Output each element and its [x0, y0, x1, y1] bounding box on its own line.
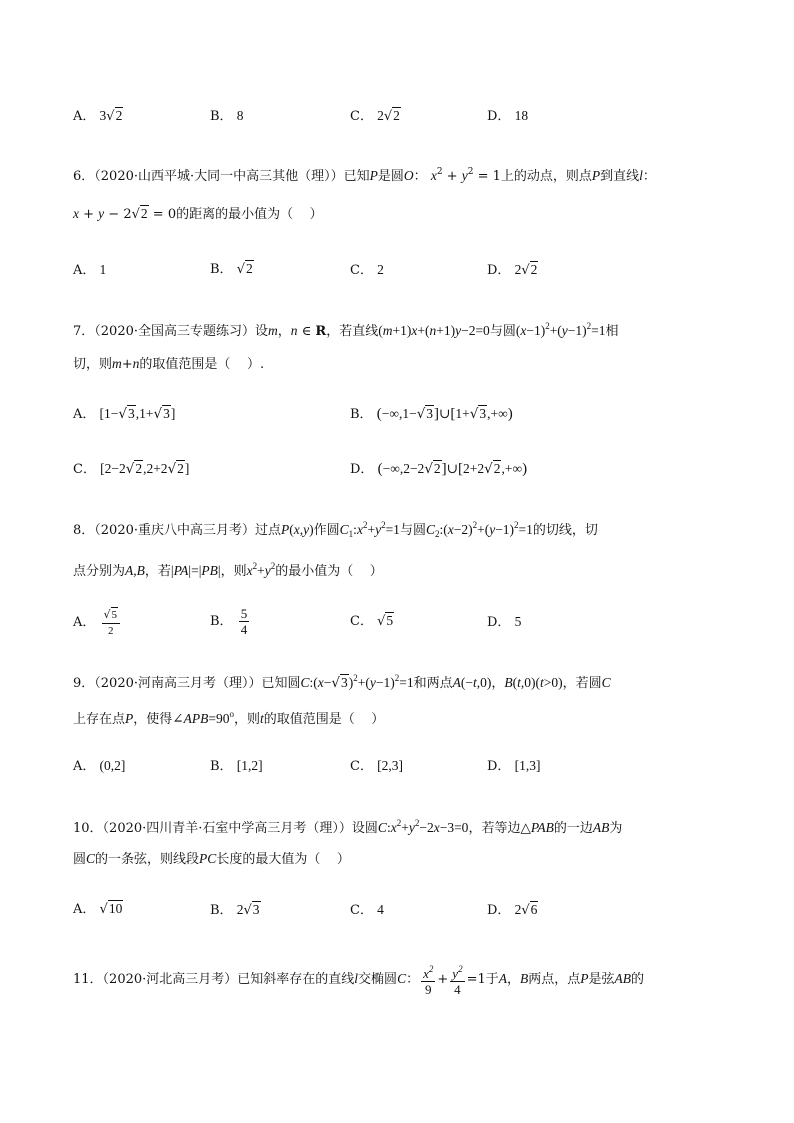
option-value: 4: [377, 902, 384, 917]
option-value: (0,2]: [99, 758, 126, 773]
option-label: D．: [487, 615, 511, 630]
option-label: C．: [350, 614, 373, 629]
question-source: （2020·四川青羊·石室中学高三月考（理））: [102, 821, 352, 836]
option-label: C．: [350, 109, 373, 124]
q9-stem-line2: 上存在点P，使得$\angle APB=90^o$，则t的取值范围是（ ）: [73, 709, 385, 727]
q6-stem-line1: 6．（2020·山西平城·大同一中高三其他（理））已知P是圆O： $x^2 + y^2 = 1$上的动点，则点P到直线l：: [73, 167, 656, 184]
q10-option-c: [350, 900, 384, 921]
option-label: A．: [73, 263, 96, 278]
q7-option-d: D． (−∞,2−2√2]∪[2+2√2,+∞): [350, 461, 528, 477]
option-value: [1,3]: [514, 758, 541, 773]
option-value: 2: [377, 262, 384, 277]
question-source: （2020·河南高三月考（理））: [94, 676, 262, 691]
option-label: D．: [487, 263, 511, 278]
q9-option-a: [73, 756, 125, 777]
option-label: B．: [210, 759, 233, 774]
q10-option-a: A． √10: [73, 901, 123, 917]
q8-option-b: B． $\frac{5}{4}$: [210, 606, 248, 637]
q9-option-b: [210, 756, 263, 777]
question-number: 9．: [73, 676, 95, 691]
q10-option-b: B． 2√3: [210, 902, 260, 918]
option-value: 5: [514, 614, 522, 629]
q6-option-b: B． √2: [210, 261, 253, 277]
q8-stem-line2: 点分别为A,B，若|PA|=|PB|，则$x^2+y^2$的最小值为（ ）: [73, 561, 383, 579]
q8-stem-line1: 8．（2020·重庆八中高三月考）过点P(x,y)作圆$C_1:x^2+y^2=1$与圆$C_2:(x-2)^2+(y-1)^2=1$的切线，切: [73, 520, 598, 539]
q5-option-c: C． 2√2: [350, 108, 400, 124]
q10-option-d: D． 2√6: [487, 902, 538, 918]
option-value: 1: [99, 262, 107, 277]
option-label: D．: [487, 109, 511, 124]
option-label: B．: [210, 109, 233, 124]
q9-option-d: [487, 756, 540, 777]
q9-option-c: [350, 756, 403, 777]
q6-option-d: D． 2√2: [487, 262, 538, 278]
q10-stem-line2: 圆C的一条弦，则线段PC长度的最大值为（ ）: [73, 851, 350, 867]
question-number: 7．: [73, 324, 95, 339]
option-label: B．: [210, 903, 233, 918]
option-label: A．: [73, 615, 96, 630]
option-value: [1,2]: [236, 758, 263, 773]
question-number: 8．: [73, 523, 95, 538]
option-value: 8: [236, 108, 244, 123]
option-label: B．: [210, 262, 233, 277]
q7-option-b: B． (−∞,1−√3]∪[1+√3,+∞): [350, 406, 513, 422]
option-label: D．: [487, 759, 511, 774]
q9-stem-line1: 9．（2020·河南高三月考（理））已知圆$C:(x-√3)^2+(y-1)^2=1$和两点A(−t,0)，B(t,0)(t>0)，若圆C: [73, 673, 611, 691]
question-source: （2020·山西平城·大同一中高三其他（理））: [94, 169, 344, 184]
option-label: A．: [73, 759, 96, 774]
option-label: A．: [73, 407, 96, 422]
q7-stem-line1: 7．（2020·全国高三专题练习）设m，n ∈ R，若直线(m+1)x+(n+1)y−2=0与圆$(x-1)^2+(y-1)^2=1$相: [73, 321, 619, 339]
q6-stem-line2: x + y − 2√2 = 0的距离的最小值为（ ）: [73, 206, 323, 222]
option-label: C．: [350, 263, 373, 278]
option-label: A．: [73, 109, 96, 124]
option-label: B．: [210, 614, 233, 629]
option-label: C．: [73, 462, 96, 477]
option-value: 18: [514, 108, 529, 123]
q5-option-a: A． 3√2: [73, 108, 123, 124]
option-label: D．: [487, 903, 511, 918]
q6-option-c: [350, 260, 384, 281]
option-label: B．: [350, 407, 373, 422]
option-label: C．: [350, 759, 373, 774]
question-number: 6．: [73, 169, 95, 184]
q6-option-a: [73, 260, 106, 281]
q8-option-d: [487, 612, 521, 633]
option-label: A．: [73, 902, 96, 917]
q7-option-a: A． [1−√3,1+√3]: [73, 406, 176, 422]
q7-stem-line2: 切，则m+n的取值范围是（ ）.: [73, 356, 265, 372]
question-source: （2020·河北高三月考）: [102, 972, 238, 987]
q5-option-b: [210, 106, 243, 127]
q7-option-c: C． [2−2√2,2+2√2]: [73, 461, 190, 477]
question-source: （2020·全国高三专题练习）: [94, 324, 255, 339]
q8-option-a: A． $\frac{√5}{2}$: [73, 606, 122, 639]
question-source: （2020·重庆八中高三月考）: [94, 523, 255, 538]
option-label: C．: [350, 903, 373, 918]
option-label: D．: [350, 462, 374, 477]
option-value: [2,3]: [377, 758, 403, 773]
q11-stem-line1: 11．（2020·河北高三月考）已知斜率存在的直线l交椭圆C： $\frac{x^2}{9}$ + $\frac{y^2}{4}$ =1于A，B两点，点P是弦AB的: [73, 964, 645, 997]
question-number: 10．: [73, 821, 103, 836]
q8-option-c: C． √5: [350, 613, 394, 629]
q5-option-d: [487, 106, 528, 127]
question-number: 11．: [73, 972, 103, 987]
q10-stem-line1: 10．（2020·四川青羊·石室中学高三月考（理））设圆$C:x^2+y^2-2x-3=0$，若等边△PAB的一边AB为: [73, 818, 623, 836]
